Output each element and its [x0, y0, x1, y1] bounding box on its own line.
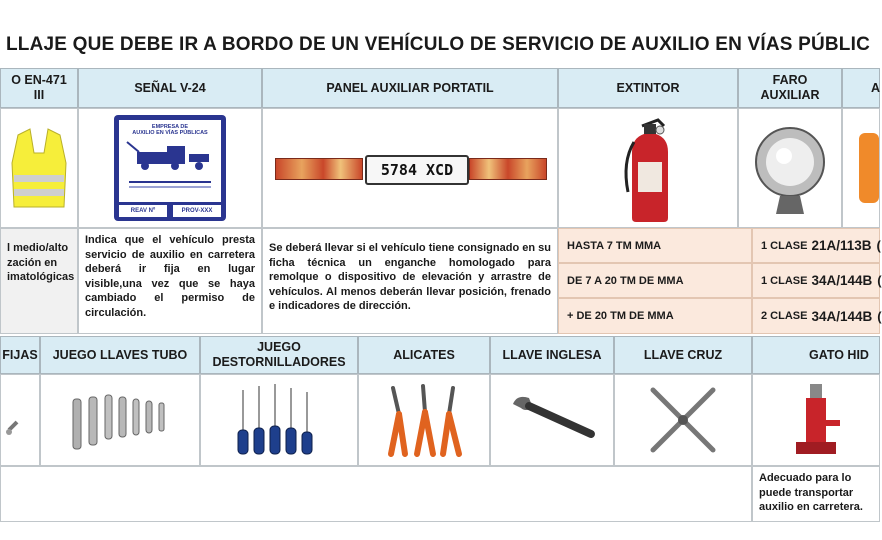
extintor-class-1-suffix: (	[876, 238, 881, 253]
llave-cruz-image	[614, 374, 752, 466]
desc-col1-line2: zación en	[7, 256, 58, 269]
cross-wrench-icon	[643, 380, 723, 460]
row2-empty-text-area	[0, 466, 752, 522]
faro-image	[738, 108, 842, 228]
sign-caption-prov: PROV-XXX	[173, 205, 221, 217]
sign-caption-reav: REAV Nº	[119, 205, 167, 217]
panel-auxiliar-cell	[262, 108, 558, 228]
page-title: LLAJE QUE DEBE IR A BORDO DE UN VEHÍCULO DE SERVICIO DE AUXILIO EN VÍAS PÚBLIC	[0, 26, 880, 64]
header-faro-line1: FARO	[772, 73, 808, 87]
socket-wrench-set-icon	[65, 385, 175, 455]
extintor-range-1: HASTA 7 TM MMA	[558, 228, 752, 263]
alicates-image	[358, 374, 490, 466]
wrench-icon	[5, 400, 35, 440]
extintor-class-3	[752, 298, 880, 334]
desc-col1-line1: l medio/alto	[7, 242, 69, 254]
pliers-icon	[379, 380, 469, 460]
col6-image	[842, 108, 880, 228]
sign-text-line1: EMPRESA DE	[151, 124, 189, 130]
extintor-class-3-value: 34A/144B	[811, 308, 873, 324]
adjustable-wrench-icon	[507, 390, 597, 450]
header-faro-line2: AUXILIAR	[760, 88, 820, 102]
gato-desc-line2: puede transportar	[759, 486, 854, 499]
header-gato-hidraulico: GATO HID	[752, 336, 880, 374]
vest-image	[0, 108, 78, 228]
header-llave-inglesa: LLAVE INGLESA	[490, 336, 614, 374]
header-alicates: ALICATES	[358, 336, 490, 374]
fire-extinguisher-icon	[618, 112, 678, 224]
desc-col1-line3: imatológicas	[7, 271, 75, 283]
gato-description	[752, 466, 880, 522]
header-senal-v24: SEÑAL V-24	[78, 68, 262, 108]
orange-item-icon	[859, 133, 879, 203]
panel-auxiliar-image	[275, 154, 545, 182]
extintor-class-1	[752, 228, 880, 263]
extintor-class-3-prefix: 2 CLASE	[761, 310, 808, 322]
tow-truck-icon	[119, 136, 221, 176]
header-juego-destornilladores	[200, 336, 358, 374]
llaves-tubo-image	[40, 374, 200, 466]
vest-icon	[4, 123, 74, 213]
extintor-class-2	[752, 263, 880, 298]
left-light-icon	[275, 158, 363, 180]
hydraulic-jack-icon	[786, 380, 846, 460]
right-light-icon	[469, 158, 547, 180]
extintor-class-2-suffix: (	[877, 273, 882, 288]
signal-v24-cell	[78, 108, 262, 228]
header-panel-auxiliar: PANEL AUXILIAR PORTATIL	[262, 68, 558, 108]
sign-rule	[129, 181, 211, 183]
gato-desc-line3: auxilio en carretera.	[759, 501, 863, 513]
desc-col1	[0, 228, 78, 334]
header-en471	[0, 68, 78, 108]
extintor-class-2-prefix: 1 CLASE	[761, 274, 808, 287]
header-en471-line1: O EN-471	[11, 73, 67, 87]
llave-inglesa-image	[490, 374, 614, 466]
header-destornilladores-line2: DESTORNILLADORES	[212, 355, 346, 369]
screwdrivers-icon	[229, 380, 329, 460]
destornilladores-image	[200, 374, 358, 466]
header-faro-auxiliar	[738, 68, 842, 108]
spotlight-icon	[750, 118, 830, 218]
license-plate: 5784 XCD	[365, 155, 469, 185]
sign-rule-2	[129, 186, 211, 188]
sign-white-panel	[119, 120, 221, 202]
desc-senal: Indica que el vehículo presta servicio de auxilio en carretera deberá ir fija en lugar visible,una vez que se haya cambiado el permiso de circulación.	[78, 228, 262, 334]
gato-image	[752, 374, 880, 466]
sign-text-line2: AUXILIO EN VÍAS PÚBLICAS	[132, 130, 208, 136]
llaves-fijas-image	[0, 374, 40, 466]
header-col6: A	[842, 68, 880, 108]
gato-desc-line1: Adecuado para lo	[759, 472, 852, 484]
header-llaves-fijas: FIJAS	[0, 336, 40, 374]
header-llave-cruz: LLAVE CRUZ	[614, 336, 752, 374]
header-en471-line2: III	[33, 88, 45, 102]
extintor-image	[558, 108, 738, 228]
extintor-class-3-suffix: (	[877, 308, 882, 324]
header-extintor: EXTINTOR	[558, 68, 738, 108]
desc-panel: Se deberá llevar si el vehículo tiene consignado en su ficha técnica un enganche homologado para remolque o dispositivo de elevación y arrastre de vehículos. Al menos deberán llevar posición, frenado e indicadores de dirección.	[262, 228, 558, 334]
signal-v24-sign	[114, 115, 226, 221]
header-juego-llaves-tubo: JUEGO LLAVES TUBO	[40, 336, 200, 374]
extintor-class-1-prefix: 1 CLASE	[761, 239, 808, 252]
header-destornilladores-line1: JUEGO	[257, 340, 301, 354]
extintor-class-2-value: 34A/144B	[811, 273, 873, 288]
extintor-range-2: DE 7 A 20 TM DE MMA	[558, 263, 752, 298]
extintor-range-3: + DE 20 TM DE MMA	[558, 298, 752, 334]
extintor-class-1-value: 21A/113B	[811, 238, 872, 253]
